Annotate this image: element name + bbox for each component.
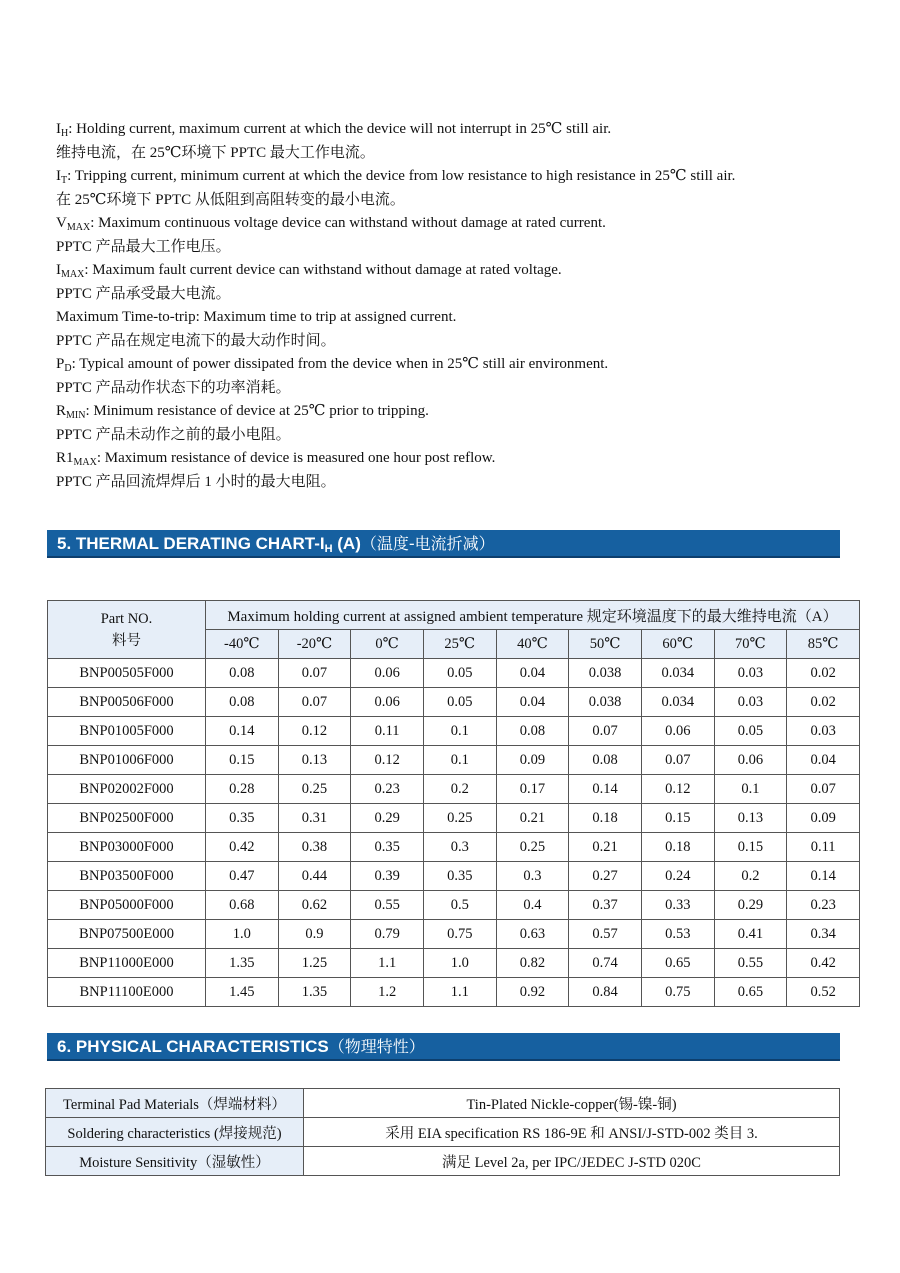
definition-line <box>56 283 856 307</box>
table-row <box>48 717 860 746</box>
temperature-header: 50℃ <box>569 630 642 659</box>
definition-line <box>56 447 856 471</box>
definition-line <box>56 330 856 354</box>
part-number-cell: BNP11100E000 <box>48 978 206 1007</box>
holding-current-cell: 0.12 <box>278 717 351 746</box>
part-number-cell: BNP03000F000 <box>48 833 206 862</box>
section-5-title-cn: （温度-电流折减） <box>360 534 495 553</box>
holding-current-cell: 0.79 <box>351 920 424 949</box>
temperature-header: 25℃ <box>423 630 496 659</box>
holding-current-cell: 0.74 <box>569 949 642 978</box>
holding-current-cell: 0.25 <box>496 833 569 862</box>
definition-text: : Minimum resistance of device at 25℃ prior to tripping. <box>85 403 429 419</box>
part-number-cell: BNP02500F000 <box>48 804 206 833</box>
part-number-cell: BNP01005F000 <box>48 717 206 746</box>
definition-text: : Holding current, maximum current at which the device will not interrupt in 25℃ still air. <box>68 121 612 137</box>
holding-current-cell: 0.35 <box>423 862 496 891</box>
holding-current-cell: 0.07 <box>641 746 714 775</box>
holding-current-cell: 0.1 <box>423 746 496 775</box>
definition-text: : Typical amount of power dissipated from the device when in 25℃ still air environment. <box>71 356 609 372</box>
holding-current-cell: 0.07 <box>787 775 860 804</box>
section-6-header <box>47 1033 840 1061</box>
holding-current-cell: 0.07 <box>569 717 642 746</box>
holding-current-cell: 0.09 <box>787 804 860 833</box>
definition-symbol: I <box>56 168 61 184</box>
holding-current-cell: 0.03 <box>714 659 787 688</box>
definition-text: : Maximum fault current device can withstand without damage at rated voltage. <box>84 262 562 278</box>
part-number-cell: BNP00505F000 <box>48 659 206 688</box>
holding-current-cell: 0.18 <box>641 833 714 862</box>
holding-current-cell: 0.65 <box>641 949 714 978</box>
definition-line <box>56 165 856 189</box>
section-5-title: 5. THERMAL DERATING CHART-I <box>57 534 325 553</box>
definition-line <box>56 236 856 260</box>
definition-line <box>56 118 856 142</box>
holding-current-cell: 0.55 <box>714 949 787 978</box>
definition-symbol: R <box>56 403 67 419</box>
holding-current-cell: 0.9 <box>278 920 351 949</box>
holding-current-cell: 0.65 <box>714 978 787 1007</box>
holding-current-cell: 0.08 <box>206 688 279 717</box>
definition-line <box>56 189 856 213</box>
holding-current-cell: 0.15 <box>641 804 714 833</box>
definition-text: 在 25℃环境下 PPTC 从低阻到高阻转变的最小电流。 <box>56 191 405 208</box>
holding-current-cell: 0.05 <box>423 659 496 688</box>
definition-symbol: I <box>56 121 61 137</box>
definition-symbol-subscript: D <box>64 363 72 374</box>
holding-current-cell: 0.44 <box>278 862 351 891</box>
definition-symbol-subscript: T <box>61 175 68 186</box>
holding-current-cell: 0.5 <box>423 891 496 920</box>
holding-current-cell: 0.53 <box>641 920 714 949</box>
definition-text: PPTC 产品动作状态下的功率消耗。 <box>56 379 291 396</box>
holding-current-cell: 0.13 <box>714 804 787 833</box>
holding-current-cell: 0.57 <box>569 920 642 949</box>
section-6-title-cn: （物理特性） <box>328 1037 425 1056</box>
property-label: Soldering characteristics (焊接规范) <box>46 1118 304 1147</box>
holding-current-cell: 0.11 <box>351 717 424 746</box>
definition-text: PPTC 产品未动作之前的最小电阻。 <box>56 426 291 443</box>
definition-text: 维持电流，在 25℃环境下 PPTC 最大工作电流。 <box>56 144 375 161</box>
holding-current-cell: 0.4 <box>496 891 569 920</box>
holding-current-cell: 1.0 <box>206 920 279 949</box>
holding-current-cell: 1.2 <box>351 978 424 1007</box>
holding-current-cell: 0.28 <box>206 775 279 804</box>
temperature-header: 85℃ <box>787 630 860 659</box>
definitions-list <box>56 118 856 494</box>
definition-text: PPTC 产品回流焊焊后 1 小时的最大电阻。 <box>56 473 336 490</box>
holding-current-cell: 0.038 <box>569 688 642 717</box>
thermal-derating-table <box>47 600 860 1007</box>
holding-current-cell: 0.24 <box>641 862 714 891</box>
definition-symbol-subscript: MAX <box>61 269 85 280</box>
holding-current-cell: 0.15 <box>714 833 787 862</box>
holding-current-cell: 0.34 <box>787 920 860 949</box>
holding-current-cell: 0.2 <box>423 775 496 804</box>
table-row <box>48 659 860 688</box>
holding-current-cell: 1.35 <box>206 949 279 978</box>
holding-current-cell: 0.42 <box>787 949 860 978</box>
holding-current-cell: 0.04 <box>496 659 569 688</box>
holding-current-cell: 0.04 <box>787 746 860 775</box>
holding-current-cell: 0.06 <box>641 717 714 746</box>
table-row <box>48 746 860 775</box>
holding-current-cell: 0.23 <box>787 891 860 920</box>
holding-current-cell: 0.08 <box>206 659 279 688</box>
definition-line <box>56 306 856 330</box>
holding-current-cell: 0.35 <box>351 833 424 862</box>
holding-current-cell: 0.38 <box>278 833 351 862</box>
definition-line <box>56 424 856 448</box>
holding-current-cell: 0.25 <box>423 804 496 833</box>
holding-current-cell: 0.034 <box>641 688 714 717</box>
holding-current-cell: 0.038 <box>569 659 642 688</box>
holding-current-cell: 0.3 <box>423 833 496 862</box>
holding-current-cell: 0.08 <box>496 717 569 746</box>
table-row <box>46 1147 840 1176</box>
part-number-cell: BNP03500F000 <box>48 862 206 891</box>
holding-current-cell: 0.02 <box>787 659 860 688</box>
holding-current-cell: 0.23 <box>351 775 424 804</box>
definition-line <box>56 400 856 424</box>
part-number-cell: BNP07500E000 <box>48 920 206 949</box>
holding-current-cell: 0.03 <box>787 717 860 746</box>
holding-current-cell: 0.31 <box>278 804 351 833</box>
holding-current-cell: 0.18 <box>569 804 642 833</box>
section-6-title: 6. PHYSICAL CHARACTERISTICS <box>57 1037 329 1056</box>
holding-current-cell: 0.84 <box>569 978 642 1007</box>
definition-line <box>56 377 856 401</box>
definition-text: PPTC 产品承受最大电流。 <box>56 285 231 302</box>
holding-current-cell: 0.06 <box>351 659 424 688</box>
holding-current-cell: 0.14 <box>787 862 860 891</box>
holding-current-cell: 0.21 <box>569 833 642 862</box>
holding-current-cell: 0.68 <box>206 891 279 920</box>
table-row <box>48 688 860 717</box>
temperature-header: 70℃ <box>714 630 787 659</box>
definition-text: : Tripping current, minimum current at which the device from low resistance to high resistance in 25℃ still air. <box>67 168 736 184</box>
table-row <box>48 949 860 978</box>
holding-current-cell: 1.35 <box>278 978 351 1007</box>
holding-current-cell: 0.39 <box>351 862 424 891</box>
definition-text: Maximum Time-to-trip: Maximum time to trip at assigned current. <box>56 309 457 325</box>
holding-current-cell: 0.29 <box>714 891 787 920</box>
definition-text: : Maximum continuous voltage device can withstand without damage at rated current. <box>90 215 606 231</box>
physical-characteristics-table <box>45 1088 840 1176</box>
holding-current-cell: 1.1 <box>423 978 496 1007</box>
holding-current-cell: 0.63 <box>496 920 569 949</box>
temperature-header: 0℃ <box>351 630 424 659</box>
holding-current-cell: 1.1 <box>351 949 424 978</box>
holding-current-cell: 0.09 <box>496 746 569 775</box>
definition-line <box>56 142 856 166</box>
table-row <box>48 775 860 804</box>
definition-text: : Maximum resistance of device is measured one hour post reflow. <box>96 450 496 466</box>
definition-line <box>56 471 856 495</box>
table-row <box>46 1118 840 1147</box>
temperature-header: -40℃ <box>206 630 279 659</box>
part-number-cell: BNP00506F000 <box>48 688 206 717</box>
holding-current-cell: 0.05 <box>714 717 787 746</box>
holding-current-cell: 0.41 <box>714 920 787 949</box>
holding-current-cell: 1.45 <box>206 978 279 1007</box>
holding-current-cell: 0.25 <box>278 775 351 804</box>
holding-current-cell: 0.55 <box>351 891 424 920</box>
holding-current-cell: 0.12 <box>351 746 424 775</box>
table-row <box>48 804 860 833</box>
holding-current-cell: 0.75 <box>423 920 496 949</box>
holding-current-cell: 0.02 <box>787 688 860 717</box>
definition-line <box>56 212 856 236</box>
holding-current-cell: 0.03 <box>714 688 787 717</box>
holding-current-cell: 0.05 <box>423 688 496 717</box>
holding-current-cell: 0.2 <box>714 862 787 891</box>
holding-current-cell: 0.75 <box>641 978 714 1007</box>
holding-current-cell: 1.0 <box>423 949 496 978</box>
table-row <box>48 978 860 1007</box>
holding-current-cell: 0.92 <box>496 978 569 1007</box>
holding-current-cell: 1.25 <box>278 949 351 978</box>
holding-current-cell: 0.3 <box>496 862 569 891</box>
holding-current-cell: 0.04 <box>496 688 569 717</box>
holding-current-cell: 0.35 <box>206 804 279 833</box>
holding-current-cell: 0.17 <box>496 775 569 804</box>
definition-symbol-subscript: MIN <box>66 410 86 421</box>
definition-line <box>56 259 856 283</box>
holding-current-cell: 0.06 <box>714 746 787 775</box>
property-value: Tin-Plated Nickle-copper(锡-镍-铜) <box>304 1089 840 1118</box>
definition-symbol: P <box>56 356 65 372</box>
holding-current-cell: 0.07 <box>278 688 351 717</box>
table-row <box>48 862 860 891</box>
part-number-cell: BNP01006F000 <box>48 746 206 775</box>
holding-current-cell: 0.21 <box>496 804 569 833</box>
holding-current-cell: 0.1 <box>423 717 496 746</box>
holding-current-cell: 0.14 <box>206 717 279 746</box>
part-number-header <box>48 601 206 659</box>
table-row <box>48 891 860 920</box>
holding-current-cell: 0.27 <box>569 862 642 891</box>
holding-current-cell: 0.14 <box>569 775 642 804</box>
holding-current-cell: 0.29 <box>351 804 424 833</box>
holding-current-cell: 0.15 <box>206 746 279 775</box>
holding-current-cell: 0.13 <box>278 746 351 775</box>
holding-current-cell: 0.52 <box>787 978 860 1007</box>
holding-current-cell: 0.07 <box>278 659 351 688</box>
property-label: Moisture Sensitivity（湿敏性） <box>46 1147 304 1176</box>
holding-current-cell: 0.42 <box>206 833 279 862</box>
definition-symbol-subscript: MAX <box>66 222 91 233</box>
definition-text: PPTC 产品最大工作电压。 <box>56 238 231 255</box>
holding-current-cell: 0.1 <box>714 775 787 804</box>
definition-symbol-subscript: MAX <box>73 457 97 468</box>
holding-current-cell: 0.82 <box>496 949 569 978</box>
part-number-header-en: Part NO. <box>100 610 153 627</box>
table-row <box>46 1089 840 1118</box>
holding-current-cell: 0.08 <box>569 746 642 775</box>
temperature-header: 40℃ <box>496 630 569 659</box>
holding-current-cell: 0.12 <box>641 775 714 804</box>
part-number-header-cn: 料号 <box>112 632 141 649</box>
property-value: 采用 EIA specification RS 186-9E 和 ANSI/J-STD-002 类目 3. <box>304 1118 840 1147</box>
holding-current-cell: 0.11 <box>787 833 860 862</box>
definition-symbol: I <box>56 262 61 278</box>
holding-current-cell: 0.33 <box>641 891 714 920</box>
holding-current-cell: 0.47 <box>206 862 279 891</box>
holding-current-cell: 0.06 <box>351 688 424 717</box>
part-number-cell: BNP05000F000 <box>48 891 206 920</box>
part-number-cell: BNP11000E000 <box>48 949 206 978</box>
table-row <box>48 833 860 862</box>
table-row <box>48 920 860 949</box>
definition-line <box>56 353 856 377</box>
definition-symbol: V <box>56 215 67 231</box>
definition-symbol-subscript: H <box>61 128 69 139</box>
temperature-header: -20℃ <box>278 630 351 659</box>
definition-text: PPTC 产品在规定电流下的最大动作时间。 <box>56 332 336 349</box>
holding-current-cell: 0.62 <box>278 891 351 920</box>
section-5-header <box>47 530 840 558</box>
holding-current-cell: 0.37 <box>569 891 642 920</box>
definition-symbol: R1 <box>56 450 74 466</box>
part-number-cell: BNP02002F000 <box>48 775 206 804</box>
holding-current-cell: 0.034 <box>641 659 714 688</box>
section-5-title-unit: (A) <box>332 534 361 553</box>
section-5-title-sub: H <box>324 543 333 555</box>
temperature-header: 60℃ <box>641 630 714 659</box>
property-value: 满足 Level 2a, per IPC/JEDEC J-STD 020C <box>304 1147 840 1176</box>
property-label: Terminal Pad Materials（焊端材料） <box>46 1089 304 1118</box>
holding-current-group-header: Maximum holding current at assigned ambient temperature 规定环境温度下的最大维持电流（A） <box>206 601 860 630</box>
